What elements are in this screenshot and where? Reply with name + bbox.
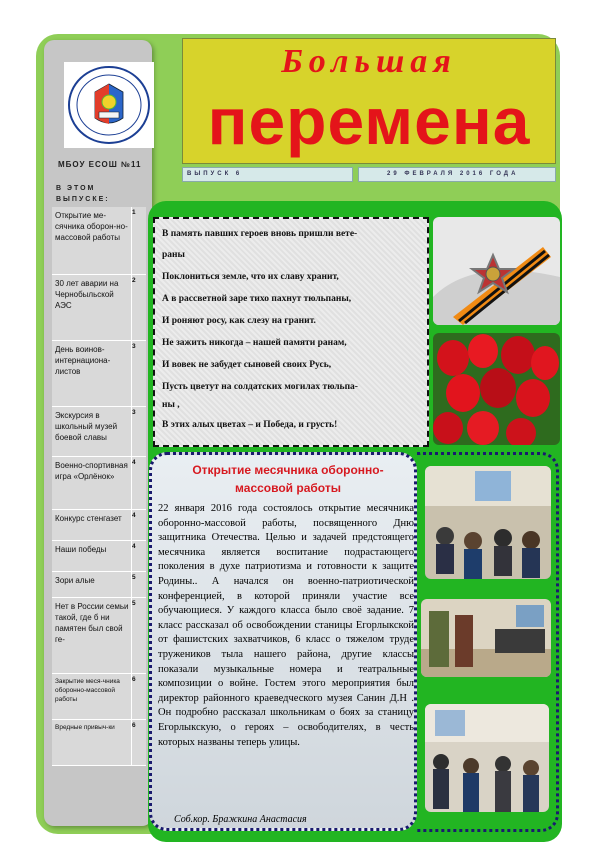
poem-line: А в рассветной заре тихо пахнут тюльпаны,	[162, 294, 352, 304]
poem-line: В память павших героев вновь пришли вете-	[162, 229, 358, 239]
order-medal-photo	[433, 217, 560, 325]
article-author: Соб.кор. Бражкина Анастасия	[174, 814, 307, 825]
toc-item-title: День воинов-интернациона-листов	[55, 345, 111, 376]
poem-line: И вовек не забудет сыновей своих Русь,	[162, 360, 332, 370]
poem-line: Не зажить никогда – нашей памяти ранам,	[162, 338, 347, 348]
event-photo-uniform	[421, 599, 551, 677]
toc-item-page: 3	[132, 343, 136, 350]
toc-item[interactable]	[52, 207, 146, 275]
poem-line: Поклониться земле, что их славу хранит,	[162, 272, 339, 282]
school-logo	[64, 62, 154, 148]
masthead-title-line1: Большая	[281, 43, 457, 80]
poem-box	[153, 217, 429, 447]
toc-item-title: 30 лет аварии на Чернобыльской АЭС	[55, 279, 119, 310]
tulips-photo	[433, 333, 560, 445]
toc-item[interactable]	[52, 720, 146, 766]
toc-item-page: 5	[132, 574, 136, 581]
toc-item[interactable]	[52, 674, 146, 720]
poem-line: раны	[162, 250, 185, 260]
event-photo-classroom	[425, 704, 549, 812]
event-photo-hall	[425, 466, 551, 579]
poem-line: ны ,	[162, 400, 180, 410]
toc-item-page: 2	[132, 277, 136, 284]
article-title-line2: массовой работы	[235, 481, 341, 495]
toc-item-title: Наши победы	[55, 545, 107, 554]
toc-item-title: Закрытие меся-чника оборонно-массовой работы	[55, 678, 120, 703]
poem-line: Пусть цветут на солдатских могилах тюльпа-	[162, 382, 358, 392]
toc-item-title: Нет в России семьи такой, где б ни памятен был свой ге-	[55, 602, 129, 644]
toc-item[interactable]	[52, 572, 146, 598]
masthead	[182, 38, 556, 164]
toc-item[interactable]	[52, 407, 146, 457]
issue-number: ВЫПУСК 6	[182, 167, 353, 182]
toc-heading: В ЭТОМ ВЫПУСКЕ:	[56, 185, 110, 203]
article-box	[149, 452, 417, 831]
toc-item-page: 4	[132, 543, 136, 550]
toc-item-page: 5	[132, 600, 136, 607]
toc-item-page: 1	[132, 209, 136, 216]
toc-item-page: 6	[132, 676, 136, 683]
toc-item[interactable]	[52, 341, 146, 407]
toc-item-title: Экскурсия в школьный музей боевой славы	[55, 411, 118, 442]
masthead-title-line2: перемена	[207, 84, 531, 158]
poem-line: В этих алых цветах – и Победа, и грусть!	[162, 420, 338, 430]
toc-item-title: Военно-спортивная игра «Орлёнок»	[55, 461, 128, 481]
toc-item-page: 4	[132, 459, 136, 466]
toc-item-title: Вредные привыч-ки	[55, 724, 115, 731]
toc-item-title: Конкурс стенгазет	[55, 514, 122, 523]
article-title-line1: Открытие месячника оборонно-	[192, 463, 384, 477]
toc-item[interactable]	[52, 457, 146, 510]
table-of-contents	[52, 207, 146, 766]
school-name: МБОУ ЕСОШ №11	[58, 160, 142, 169]
toc-item-page: 6	[132, 722, 136, 729]
toc-item-title: Открытие ме-сячника оборон-но-массовой работы	[55, 211, 128, 242]
toc-item-page: 4	[132, 512, 136, 519]
toc-item-title: Зори алые	[55, 576, 95, 585]
toc-item[interactable]	[52, 541, 146, 572]
poem-line: И роняют росу, как слезу на гранит.	[162, 316, 316, 326]
article-body: 22 января 2016 года состоялось открытие месячника оборонно-массовой работы, посвященного Дню защитника Отечества. Целью и задачей предстоящего месячника является воспитание подрастающего поколения в духе патриотизма и готовности к защите Родины.. А начался он военно-патриотической конференцией, в которой приняли участие все обучающиеся. У каждого класса было своё задание. 7 класс рассказал об освобождении станицы Егорлыкской от фашистских захватчиков, 6 класс о тяжелом труде тружеников тыла нашего района, другие классы показали музыкальные номера и театральные композиции о войне. Гостем этого мероприятия был директор районного краеведческого музея Санин Д.Н . Он подробно рассказал школьникам о боях за станицу Егорлыкскую, о героях – освободителях, в честь которых названы теперь улицы.	[158, 503, 414, 748]
toc-item-page: 3	[132, 409, 136, 416]
toc-item[interactable]	[52, 510, 146, 541]
toc-item[interactable]	[52, 598, 146, 674]
toc-item[interactable]	[52, 275, 146, 341]
issue-date: 29 ФЕВРАЛЯ 2016 ГОДА	[358, 167, 556, 182]
